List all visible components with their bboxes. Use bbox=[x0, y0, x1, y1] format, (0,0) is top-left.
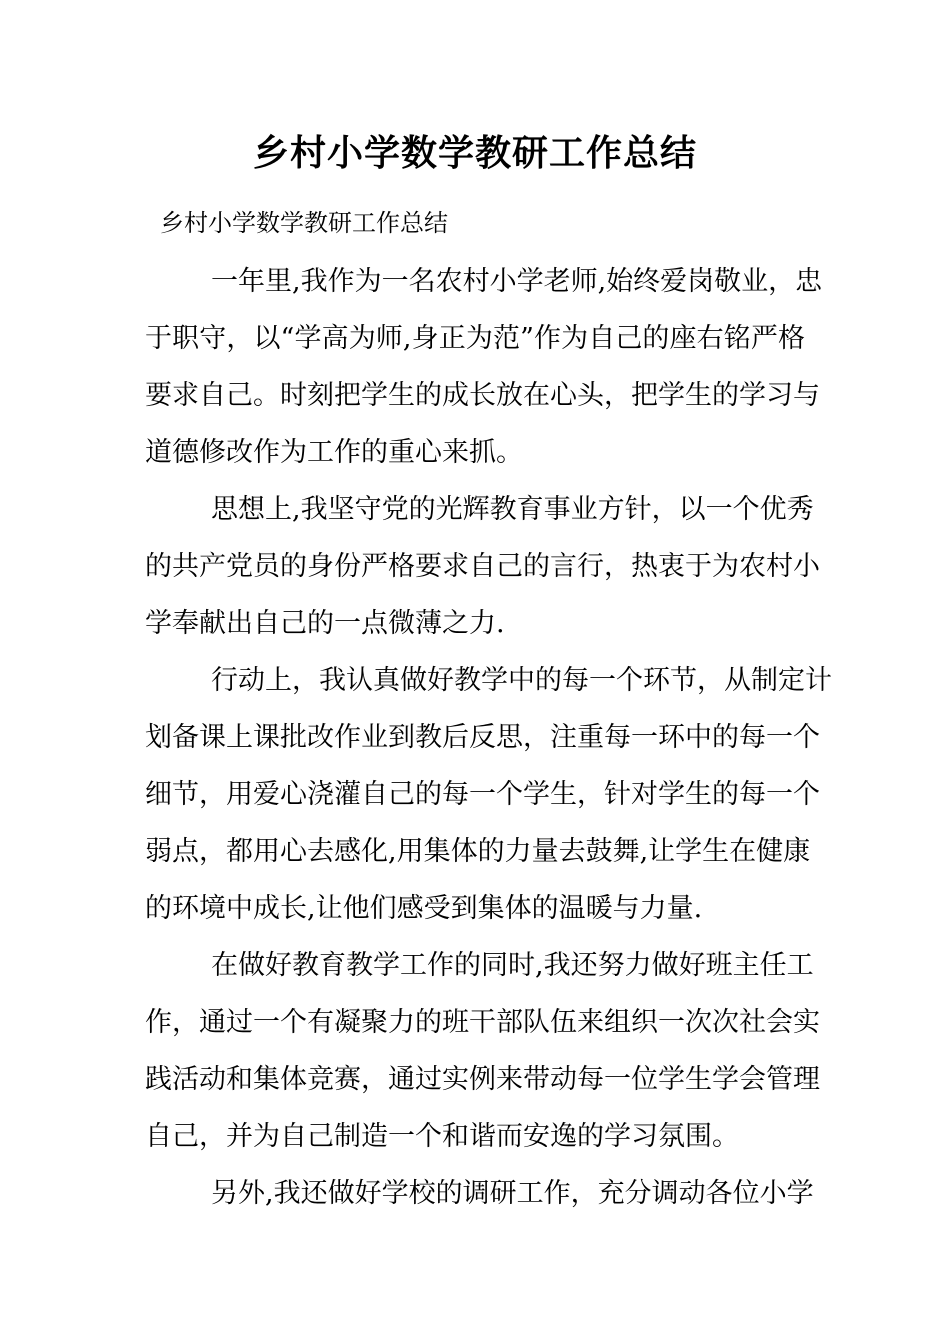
text-line: 学奉献出自己的一点微薄之力. bbox=[145, 608, 505, 639]
text-line: 思想上,我坚守党的光辉教育事业方针，以一个优秀 bbox=[211, 494, 814, 525]
document-title: 乡村小学数学教研工作总结 bbox=[252, 132, 697, 174]
text-line: 于职守，以“学高为师,身正为范”作为自己的座右铭严格 bbox=[145, 323, 805, 354]
paragraph bbox=[145, 937, 820, 1165]
text-line: 作，通过一个有凝聚力的班干部队伍来组织一次次社会实 bbox=[145, 1007, 820, 1038]
text-line: 一年里,我作为一名农村小学老师,始终爱岗敬业，忠 bbox=[211, 266, 823, 297]
text-line: 的共产党员的身份严格要求自己的言行，热衷于为农村小 bbox=[145, 551, 820, 582]
text-line: 行动上，我认真做好教学中的每一个环节，从制定计 bbox=[211, 665, 832, 696]
text-line: 的环境中成长,让他们感受到集体的温暖与力量. bbox=[145, 893, 703, 924]
text-line: 道德修改作为工作的重心来抓。 bbox=[145, 437, 523, 468]
text-line: 践活动和集体竞赛，通过实例来带动每一位学生学会管理 bbox=[145, 1064, 820, 1095]
document-body bbox=[145, 253, 832, 1222]
text-line: 另外,我还做好学校的调研工作，充分调动各位小学 bbox=[211, 1178, 814, 1209]
text-line: 弱点，都用心去感化,用集体的力量去鼓舞,让学生在健康 bbox=[145, 836, 811, 867]
paragraph bbox=[145, 481, 820, 652]
paragraph bbox=[145, 652, 832, 937]
document-subtitle: 乡村小学数学教研工作总结 bbox=[160, 209, 448, 237]
text-line: 细节，用爱心浇灌自己的每一个学生，针对学生的每一个 bbox=[145, 779, 820, 810]
text-line: 划备课上课批改作业到教后反思，注重每一环中的每一个 bbox=[145, 722, 820, 753]
paragraph bbox=[145, 253, 823, 481]
text-line: 自己，并为自己制造一个和谐而安逸的学习氛围。 bbox=[145, 1121, 739, 1152]
text-line: 要求自己。时刻把学生的成长放在心头，把学生的学习与 bbox=[145, 380, 820, 411]
paragraph bbox=[145, 1165, 814, 1222]
text-line: 在做好教育教学工作的同时,我还努力做好班主任工 bbox=[211, 950, 814, 981]
